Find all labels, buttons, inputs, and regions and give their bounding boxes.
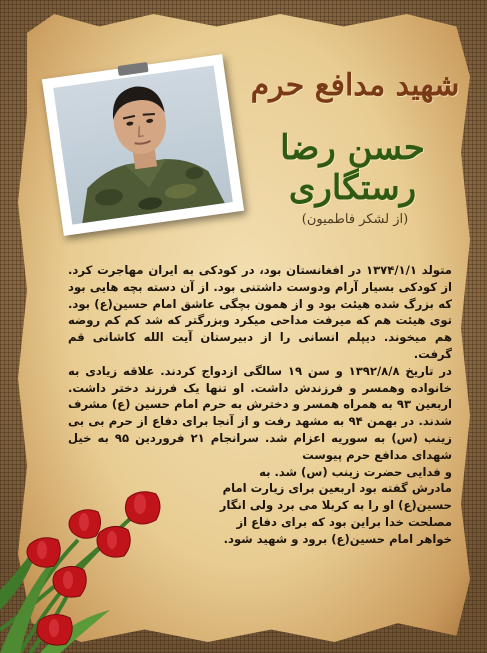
- biography-paragraph-1: متولد ۱۳۷۴/۱/۱ در افغانستان بود، در کودکی به ایران مهاجرت کرد. از کودکی بسیار آرام ودوست داشتنی بود. از آن دسته بچه هایی بود که بزرگ شده هیئت بود و از همون بچگی عاشق امام حسین(ع) بود. توی هیئت هم که میرفت مداحی میکرد وبزرگتر که شد کم کم روضه هم میخوند. دیپلم انسانی را از دبیرستان آیت الله کاشانی قم گرفت.: [68, 263, 452, 361]
- red-tulips-decoration: [0, 470, 180, 653]
- title-martyr-defender: شهید مدافع حرم: [250, 68, 460, 103]
- subtitle-division: (از لشکر فاطمیون): [301, 212, 409, 227]
- portrait-photo-frame: [42, 54, 244, 236]
- biography-paragraph-2: در تاریخ ۱۳۹۲/۸/۸ و سن ۱۹ سالگی ازدواج کردند. علاقه زیادی به خانواده وهمسر و فرزندش داشت. او تنها یک فرزند دختر داشت. اربعین ۹۳ به همراه همسر و دخترش به حرم امام حسین (ع) مشرف شدند. در بهمن ۹۴ به مشهد رفت و از آنجا برای دفاع از حرم بی بی زینب (س) به سوریه اعزام شد. سرانجام ۲۱ فروردین ۹۵ به خیل شهدای مدافع حرم پیوست: [68, 363, 452, 462]
- biography-paragraph-3: و فدایی حضرت زینب (س) شد. به مادرش گفته بود اربعین برای زیارت امام حسین(ع) او را به کربلا می برد ولی انگار مصلحت خدا براین بود که برای دفاع از خواهر امام حسین(ع) برود و شهید شود.: [219, 464, 452, 546]
- title-name: حسن رضا رستگاری: [280, 128, 425, 208]
- portrait-photo: [53, 65, 233, 224]
